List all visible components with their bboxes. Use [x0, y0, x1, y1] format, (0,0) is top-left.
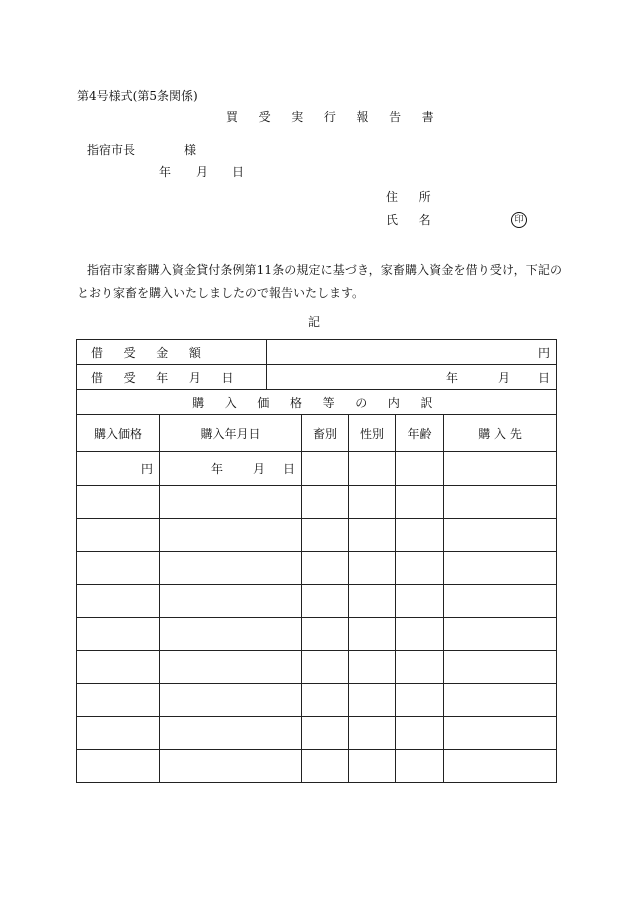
body-text-line2: とおり家畜を購入いたしましたので報告いたします。 — [77, 286, 365, 300]
column-header-row — [77, 415, 557, 452]
date-cell[interactable] — [160, 585, 302, 618]
loan-amount-row — [77, 340, 557, 365]
date-cell[interactable] — [160, 486, 302, 519]
age-cell[interactable] — [396, 717, 444, 750]
loan-date-year: 年 — [445, 370, 458, 385]
sex-cell[interactable] — [349, 618, 396, 651]
price-cell[interactable] — [77, 750, 160, 783]
date-month: 月 — [196, 165, 209, 179]
date-cell[interactable] — [160, 651, 302, 684]
price-cell[interactable] — [77, 717, 160, 750]
animal-cell[interactable] — [302, 519, 349, 552]
price-cell[interactable] — [77, 452, 160, 486]
animal-cell[interactable] — [302, 585, 349, 618]
section-title: 購 入 価 格 等 の 内 訳 — [77, 390, 557, 415]
animal-cell[interactable] — [302, 486, 349, 519]
ki-heading: 記 — [308, 315, 321, 329]
price-cell[interactable] — [77, 585, 160, 618]
price-cell[interactable] — [77, 486, 160, 519]
sex-cell[interactable] — [349, 519, 396, 552]
animal-cell[interactable] — [302, 651, 349, 684]
seller-cell[interactable] — [444, 452, 557, 486]
sex-cell[interactable] — [349, 651, 396, 684]
purchase-report-table — [76, 339, 557, 783]
col-header-seller: 購 入 先 — [444, 415, 557, 452]
col-header-date: 購入年月日 — [160, 415, 302, 452]
price-cell[interactable] — [77, 684, 160, 717]
animal-cell[interactable] — [302, 717, 349, 750]
sex-cell[interactable] — [349, 486, 396, 519]
table-row — [77, 750, 557, 783]
table-row — [77, 486, 557, 519]
seller-cell[interactable] — [444, 717, 557, 750]
price-unit: 円 — [140, 462, 153, 476]
seller-cell[interactable] — [444, 486, 557, 519]
row-date-day: 日 — [282, 462, 295, 476]
loan-date-label: 借 受 年 月 日 — [77, 365, 267, 390]
section-title-row — [77, 390, 557, 415]
price-cell[interactable] — [77, 618, 160, 651]
seal-icon: 印 — [511, 212, 527, 228]
row-date-year: 年 — [210, 462, 223, 476]
sex-cell[interactable] — [349, 750, 396, 783]
address-label: 住 所 — [386, 190, 440, 204]
price-cell[interactable] — [77, 651, 160, 684]
seller-cell[interactable] — [444, 552, 557, 585]
age-cell[interactable] — [396, 651, 444, 684]
animal-cell[interactable] — [302, 452, 349, 486]
sex-cell[interactable] — [349, 684, 396, 717]
table-row — [77, 585, 557, 618]
date-cell[interactable] — [160, 519, 302, 552]
date-cell[interactable] — [160, 618, 302, 651]
date-day: 日 — [232, 165, 245, 179]
loan-date-month: 月 — [497, 370, 510, 385]
loan-amount-unit: 円 — [538, 345, 551, 360]
table-row — [77, 618, 557, 651]
seller-cell[interactable] — [444, 651, 557, 684]
age-cell[interactable] — [396, 486, 444, 519]
form-number: 第4号様式(第5条関係) — [77, 89, 198, 103]
loan-date-day: 日 — [538, 370, 551, 385]
age-cell[interactable] — [396, 750, 444, 783]
col-header-animal: 畜別 — [302, 415, 349, 452]
animal-cell[interactable] — [302, 750, 349, 783]
date-cell[interactable] — [160, 552, 302, 585]
age-cell[interactable] — [396, 452, 444, 486]
seller-cell[interactable] — [444, 618, 557, 651]
loan-date-field[interactable] — [267, 365, 557, 390]
table-row — [77, 452, 557, 486]
animal-cell[interactable] — [302, 618, 349, 651]
col-header-age: 年齢 — [396, 415, 444, 452]
table-row — [77, 717, 557, 750]
date-year: 年 — [159, 165, 172, 179]
seller-cell[interactable] — [444, 519, 557, 552]
sex-cell[interactable] — [349, 585, 396, 618]
name-label: 氏 名 — [386, 213, 440, 227]
sex-cell[interactable] — [349, 552, 396, 585]
table-row — [77, 552, 557, 585]
age-cell[interactable] — [396, 552, 444, 585]
honorific: 様 — [184, 143, 197, 157]
sex-cell[interactable] — [349, 452, 396, 486]
seller-cell[interactable] — [444, 684, 557, 717]
animal-cell[interactable] — [302, 684, 349, 717]
date-cell[interactable] — [160, 717, 302, 750]
sex-cell[interactable] — [349, 717, 396, 750]
table-row — [77, 651, 557, 684]
document-title: 買 受 実 行 報 告 書 — [226, 110, 443, 124]
date-cell[interactable] — [160, 684, 302, 717]
loan-amount-field[interactable] — [267, 340, 557, 365]
seller-cell[interactable] — [444, 750, 557, 783]
date-cell[interactable] — [160, 452, 302, 486]
addressee: 指宿市長 — [87, 143, 136, 157]
seller-cell[interactable] — [444, 585, 557, 618]
loan-amount-label: 借 受 金 額 — [77, 340, 267, 365]
date-cell[interactable] — [160, 750, 302, 783]
age-cell[interactable] — [396, 618, 444, 651]
col-header-sex: 性別 — [349, 415, 396, 452]
seal-mark — [511, 212, 527, 228]
animal-cell[interactable] — [302, 552, 349, 585]
body-text-line1: 指宿市家畜購入資金貸付条例第11条の規定に基づき，家畜購入資金を借り受け，下記の — [87, 263, 563, 277]
col-header-price: 購入価格 — [77, 415, 160, 452]
table-row — [77, 519, 557, 552]
age-cell[interactable] — [396, 585, 444, 618]
price-cell[interactable] — [77, 519, 160, 552]
age-cell[interactable] — [396, 519, 444, 552]
loan-date-row — [77, 365, 557, 390]
table-row — [77, 684, 557, 717]
age-cell[interactable] — [396, 684, 444, 717]
price-cell[interactable] — [77, 552, 160, 585]
row-date-month: 月 — [252, 462, 265, 476]
